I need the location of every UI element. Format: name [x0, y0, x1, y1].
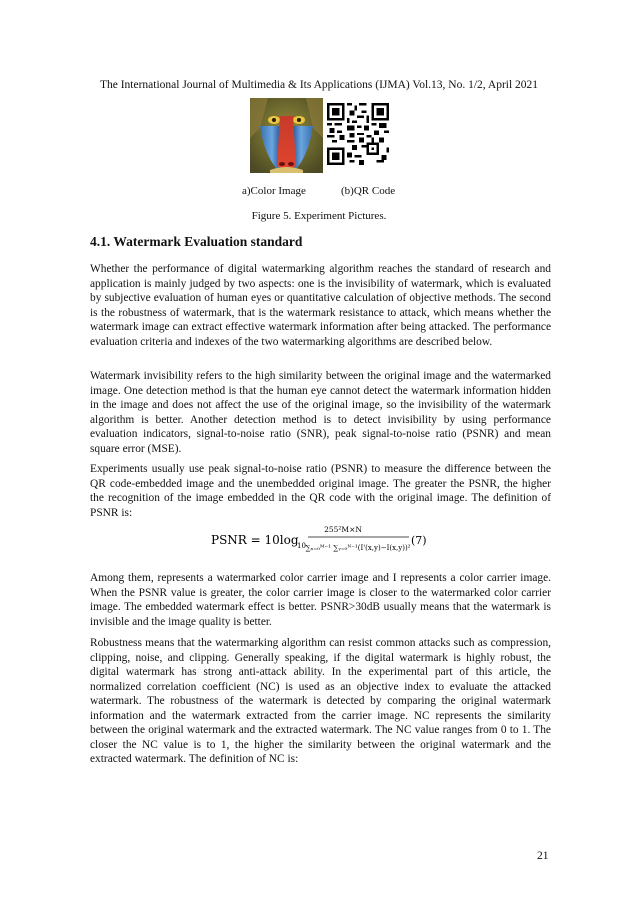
figure-caption: Figure 5. Experiment Pictures.	[251, 210, 387, 222]
formula-denominator: ∑ₓ₌₀ᴹ⁻¹ ∑ᵧ₌₀ᴺ⁻¹(I'(x,y)−I(x,y))²	[305, 544, 411, 552]
psnr-formula	[211, 522, 451, 558]
equation-number: (7)	[411, 534, 427, 547]
paragraph-invisibility: Watermark invisibility refers to the high similarity between the original image and the watermarked image. One detection method is that the human eye cannot detect the watermark information hidden in the image and does not affect the use of the original image, so the invisibility of the watermark algorithm is better. Another detection method is to detect invisibility by using performance evaluation indicators, signal-to-noise ratio (SNR), peak signal-to-noise ratio (PSNR) and mean square error (MSE).	[90, 370, 551, 455]
formula-log-base: 10	[297, 542, 306, 550]
experiment-figure	[250, 98, 390, 174]
mandrill-photo-icon	[250, 98, 323, 173]
caption-qr-code: (b)QR Code	[341, 185, 396, 197]
page-number: 21	[537, 850, 549, 862]
paragraph-evaluation-intro: Whether the performance of digital watermarking algorithm reaches the standard of research and application is mainly judged by two aspects: one is the invisibility of watermark, which is evaluated by subjective evaluation of human eyes or quantitative calculation of objective methods. The second is the robustness of watermark, that is the watermark resistance to attack, which means whether the watermark image can extract effective watermark information after being attacked. The performance evaluation criteria and indexes of the two watermarking algorithms are described below.	[90, 263, 551, 348]
subfigure-captions	[242, 185, 395, 197]
section-heading: 4.1. Watermark Evaluation standard	[90, 234, 303, 249]
paragraph-psnr-explanation: Among them, represents a watermarked color carrier image and I represents a color carrier image. When the PSNR value is greater, the color carrier image is closer to the watermarked color carrier image. The embedded watermark effect is better. PSNR>30dB usually means that the watermark is invisible and the image quality is better.	[90, 572, 551, 628]
paragraph-psnr-intro: Experiments usually use peak signal-to-noise ratio (PSNR) to measure the difference between the QR code-embedded image and the unembedded original image. The greater the PSNR, the higher the recognition of the image embedded in the QR code with the original image. The definition of PSNR is:	[90, 463, 551, 519]
qr-code-icon	[327, 103, 389, 165]
formula-numerator: 255²M×N	[324, 525, 362, 534]
caption-color-image: a)Color Image	[242, 185, 306, 197]
running-header: The International Journal of Multimedia & Its Applications (IJMA) Vol.13, No. 1/2, April 2021	[99, 79, 539, 91]
paragraph-robustness: Robustness means that the watermarking algorithm can resist common attacks such as compression, clipping, noise, and clipping. Generally speaking, if the digital watermark is highly robust, the digital watermark has strong anti-attack ability. In the experimental part of this article, the normalized correlation coefficient (NC) is used as an objective index to evaluate the attacked watermark. The robustness of the watermark is detected by comparing the original watermark information and the watermark extracted from the carrier image. NC represents the similarity between the original watermark and the extracted watermark. The NC value ranges from 0 to 1. The closer the NC value is to 1, the higher the similarity between the original watermark and the extracted watermark. The definition of NC is:	[90, 637, 551, 765]
formula-lhs: PSNR = 10log	[211, 533, 299, 547]
